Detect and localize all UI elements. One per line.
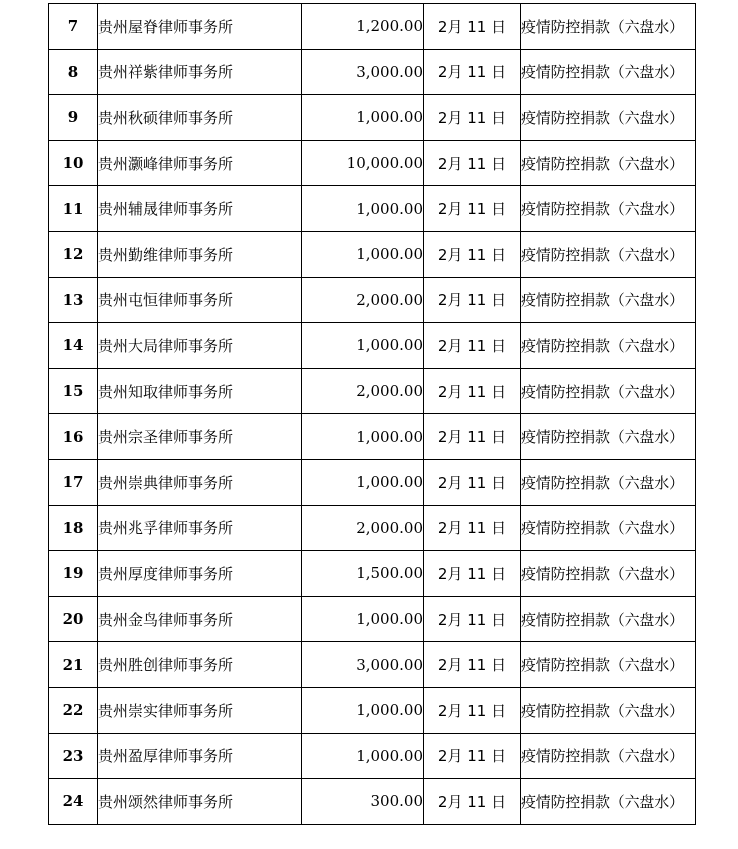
table-row [49,186,696,232]
amount-cell: 1,500.00 [302,551,424,597]
firm-name-cell: 贵州大局律师事务所 [98,323,302,369]
date-cell: 2月 11 日 [424,323,521,369]
row-number-cell: 17 [49,459,98,505]
table-row [49,642,696,688]
table-row [49,49,696,95]
firm-name-cell: 贵州祥紫律师事务所 [98,49,302,95]
table-row [49,323,696,369]
purpose-cell: 疫情防控捐款（六盘水） [521,95,696,141]
row-number-cell: 16 [49,414,98,460]
row-number-cell: 9 [49,95,98,141]
firm-name-cell: 贵州胜创律师事务所 [98,642,302,688]
table-row [49,687,696,733]
date-cell: 2月 11 日 [424,49,521,95]
date-cell: 2月 11 日 [424,368,521,414]
row-number-cell: 8 [49,49,98,95]
firm-name-cell: 贵州崇典律师事务所 [98,459,302,505]
amount-cell: 10,000.00 [302,140,424,186]
firm-name-cell: 贵州崇实律师事务所 [98,687,302,733]
firm-name-cell: 贵州金鸟律师事务所 [98,596,302,642]
purpose-cell: 疫情防控捐款（六盘水） [521,505,696,551]
firm-name-cell: 贵州辅晟律师事务所 [98,186,302,232]
purpose-cell: 疫情防控捐款（六盘水） [521,323,696,369]
row-number-cell: 19 [49,551,98,597]
row-number-cell: 15 [49,368,98,414]
purpose-cell: 疫情防控捐款（六盘水） [521,231,696,277]
date-cell: 2月 11 日 [424,277,521,323]
row-number-cell: 14 [49,323,98,369]
row-number-cell: 20 [49,596,98,642]
amount-cell: 1,000.00 [302,323,424,369]
date-cell: 2月 11 日 [424,140,521,186]
table-row [49,95,696,141]
firm-name-cell: 贵州秋硕律师事务所 [98,95,302,141]
amount-cell: 1,000.00 [302,596,424,642]
date-cell: 2月 11 日 [424,459,521,505]
date-cell: 2月 11 日 [424,779,521,825]
firm-name-cell: 贵州知取律师事务所 [98,368,302,414]
firm-name-cell: 贵州屋脊律师事务所 [98,4,302,50]
firm-name-cell: 贵州灏峰律师事务所 [98,140,302,186]
row-number-cell: 13 [49,277,98,323]
table-row [49,459,696,505]
date-cell: 2月 11 日 [424,4,521,50]
purpose-cell: 疫情防控捐款（六盘水） [521,4,696,50]
purpose-cell: 疫情防控捐款（六盘水） [521,49,696,95]
date-cell: 2月 11 日 [424,186,521,232]
table-row [49,733,696,779]
table-row [49,779,696,825]
date-cell: 2月 11 日 [424,596,521,642]
amount-cell: 1,000.00 [302,186,424,232]
date-cell: 2月 11 日 [424,231,521,277]
donation-table-body [49,4,696,825]
amount-cell: 2,000.00 [302,505,424,551]
row-number-cell: 12 [49,231,98,277]
purpose-cell: 疫情防控捐款（六盘水） [521,642,696,688]
table-row [49,277,696,323]
purpose-cell: 疫情防控捐款（六盘水） [521,277,696,323]
date-cell: 2月 11 日 [424,414,521,460]
row-number-cell: 21 [49,642,98,688]
amount-cell: 300.00 [302,779,424,825]
amount-cell: 1,000.00 [302,95,424,141]
firm-name-cell: 贵州兆孚律师事务所 [98,505,302,551]
firm-name-cell: 贵州厚度律师事务所 [98,551,302,597]
row-number-cell: 23 [49,733,98,779]
amount-cell: 1,200.00 [302,4,424,50]
table-row [49,4,696,50]
table-row [49,414,696,460]
donation-table [48,3,696,825]
firm-name-cell: 贵州屯恒律师事务所 [98,277,302,323]
purpose-cell: 疫情防控捐款（六盘水） [521,368,696,414]
row-number-cell: 22 [49,687,98,733]
table-row [49,140,696,186]
firm-name-cell: 贵州宗圣律师事务所 [98,414,302,460]
purpose-cell: 疫情防控捐款（六盘水） [521,551,696,597]
purpose-cell: 疫情防控捐款（六盘水） [521,414,696,460]
date-cell: 2月 11 日 [424,95,521,141]
row-number-cell: 11 [49,186,98,232]
row-number-cell: 7 [49,4,98,50]
table-row [49,505,696,551]
purpose-cell: 疫情防控捐款（六盘水） [521,140,696,186]
table-row [49,368,696,414]
amount-cell: 3,000.00 [302,49,424,95]
purpose-cell: 疫情防控捐款（六盘水） [521,596,696,642]
date-cell: 2月 11 日 [424,551,521,597]
date-cell: 2月 11 日 [424,505,521,551]
purpose-cell: 疫情防控捐款（六盘水） [521,459,696,505]
firm-name-cell: 贵州盈厚律师事务所 [98,733,302,779]
amount-cell: 1,000.00 [302,733,424,779]
firm-name-cell: 贵州勤维律师事务所 [98,231,302,277]
date-cell: 2月 11 日 [424,733,521,779]
amount-cell: 1,000.00 [302,459,424,505]
firm-name-cell: 贵州颂然律师事务所 [98,779,302,825]
amount-cell: 1,000.00 [302,687,424,733]
amount-cell: 1,000.00 [302,231,424,277]
amount-cell: 1,000.00 [302,414,424,460]
amount-cell: 2,000.00 [302,368,424,414]
amount-cell: 2,000.00 [302,277,424,323]
row-number-cell: 18 [49,505,98,551]
purpose-cell: 疫情防控捐款（六盘水） [521,186,696,232]
date-cell: 2月 11 日 [424,687,521,733]
purpose-cell: 疫情防控捐款（六盘水） [521,779,696,825]
row-number-cell: 10 [49,140,98,186]
table-row [49,596,696,642]
purpose-cell: 疫情防控捐款（六盘水） [521,687,696,733]
table-row [49,551,696,597]
date-cell: 2月 11 日 [424,642,521,688]
purpose-cell: 疫情防控捐款（六盘水） [521,733,696,779]
amount-cell: 3,000.00 [302,642,424,688]
table-row [49,231,696,277]
row-number-cell: 24 [49,779,98,825]
